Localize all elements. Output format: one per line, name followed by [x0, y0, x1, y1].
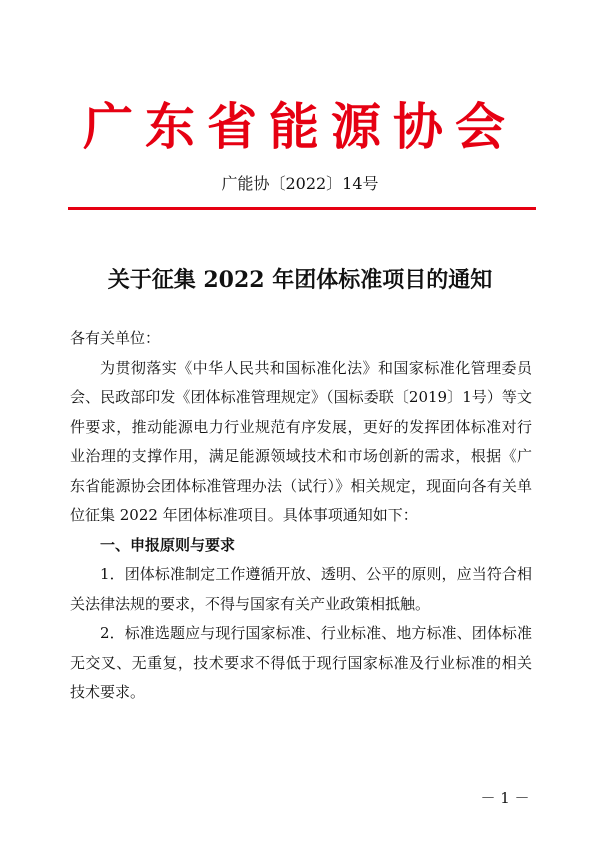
list-item: 2．标准选题应与现行国家标准、行业标准、地方标准、团体标准无交叉、无重复，技术要求不得低于现行国家标准及行业标准的相关技术要求。: [70, 624, 532, 701]
section-heading: 一、申报原则与要求: [100, 535, 236, 554]
notice-body: [70, 324, 532, 708]
intro-paragraph: 为贯彻落实《中华人民共和国标准化法》和国家标准化管理委员会、民政部印发《团体标准管理规定》（国标委联〔2019〕1号）等文件要求，推动能源电力行业规范有序发展，更好的发挥团体标准对行业治理的支撑作用，满足能源领域技术和市场创新的需求，根据《广东省能源协会团体标准管理办法（试行）》相关规定，现面向各有关单位征集 2022 年团体标准项目。具体事项通知如下：: [70, 358, 532, 524]
salutation: 各有关单位：: [70, 329, 161, 347]
org-title: 广东省能源协会: [83, 97, 517, 156]
document-number: 广能协〔2022〕14号: [221, 174, 379, 193]
notice-title: 关于征集 2022 年团体标准项目的通知: [107, 267, 493, 293]
red-divider: [68, 207, 536, 210]
list-item: 1．团体标准制定工作遵循开放、透明、公平的原则，应当符合相关法律法规的要求，不得与国家有关产业政策相抵触。: [70, 565, 532, 613]
page-number: － 1 －: [480, 789, 530, 807]
